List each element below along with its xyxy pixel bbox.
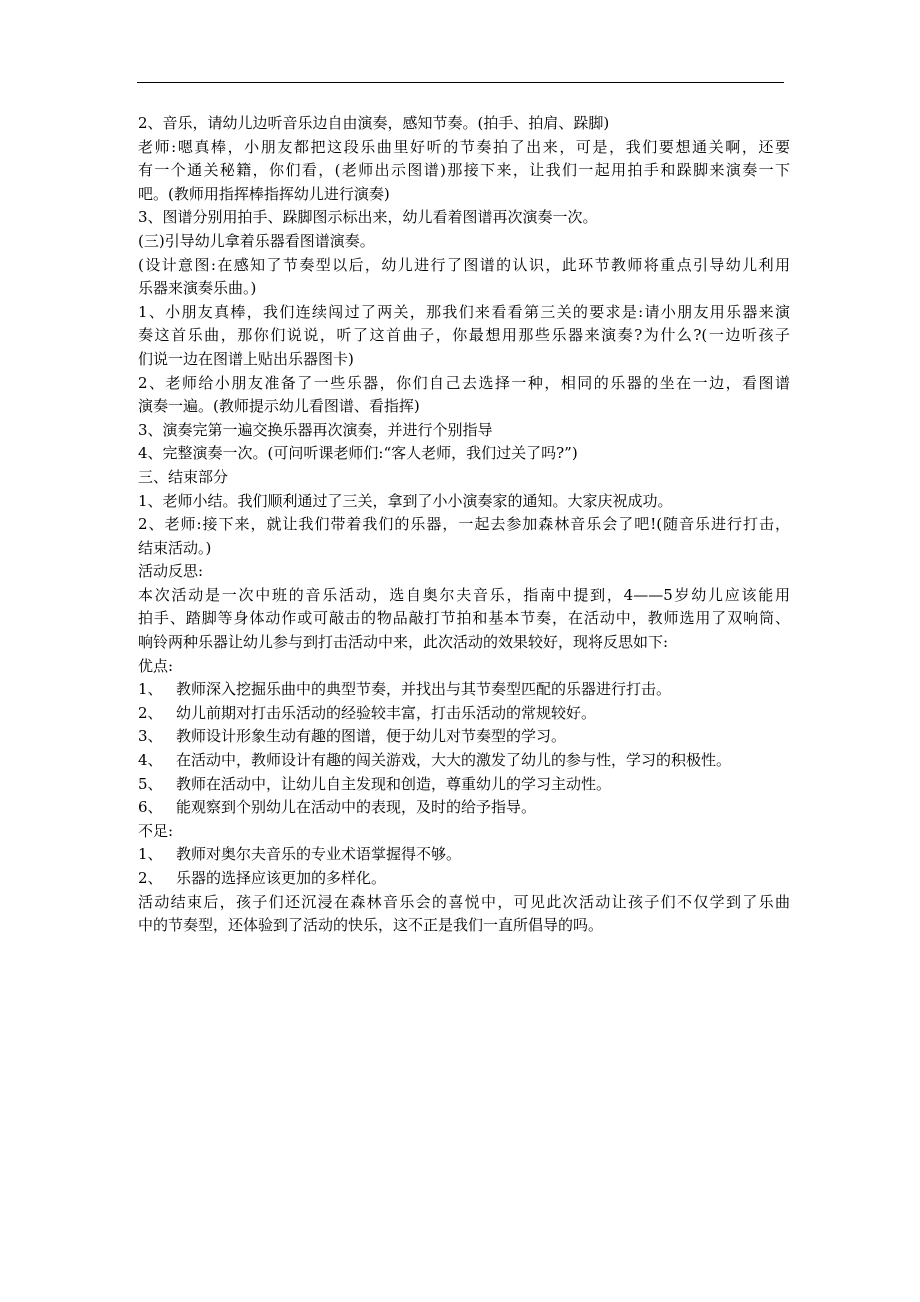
text-line: [138, 442, 790, 466]
text-line: [138, 136, 790, 160]
text-line: [138, 372, 790, 396]
line-text: 1、小朋友真棒，我们连续闯过了两关，那我们来看看第三关的要求是:请小朋友用乐器来演: [138, 302, 790, 321]
text-line: [138, 560, 790, 584]
text-line: [138, 607, 790, 631]
line-text: 教师设计形象生动有趣的图谱，便于幼儿对节奏型的学习。: [176, 727, 567, 746]
text-line: [138, 301, 790, 325]
line-text: 教师深入挖掘乐曲中的典型节奏，并找出与其节奏型匹配的乐器进行打击。: [176, 680, 672, 699]
text-line: [138, 773, 790, 797]
line-text: 本次活动是一次中班的音乐活动，选自奥尔夫音乐，指南中提到，4——5岁幼儿应该能用: [138, 585, 790, 604]
line-text: 们说一边在图谱上贴出乐器图卡): [138, 349, 354, 368]
text-line: [138, 702, 790, 726]
line-text: 幼儿前期对打击乐活动的经验较丰富，打击乐活动的常规较好。: [176, 703, 597, 722]
line-text: 吧。(教师用指挥棒指挥幼儿进行演奏): [138, 184, 390, 203]
line-text: 1、老师小结。我们顺利通过了三关，拿到了小小演奏家的通知。大家庆祝成功。: [138, 491, 673, 510]
line-text: 拍手、踏脚等身体动作或可敲击的物品敲打节拍和基本节奏，在活动中，教师选用了双响筒、: [138, 609, 790, 628]
line-text: 乐器来演奏乐曲。): [138, 279, 257, 298]
header-rule: [137, 82, 784, 83]
text-line: [138, 183, 790, 207]
line-text: 不足:: [138, 821, 174, 840]
text-line: [138, 631, 790, 655]
line-text: 2、老师:接下来，就让我们带着我们的乐器，一起去参加森林音乐会了吧!(随音乐进行打击，: [138, 515, 790, 534]
text-line: [138, 419, 790, 443]
line-text: 演奏一遍。(教师提示幼儿看图谱、看指挥): [138, 397, 420, 416]
list-number: 2、: [138, 703, 163, 722]
list-number: 5、: [138, 774, 163, 793]
line-text: 老师:嗯真棒，小朋友都把这段乐曲里好听的节奏拍了出来，可是，我们要想通关啊，还要: [138, 137, 790, 156]
text-line: [138, 584, 790, 608]
text-line: [138, 867, 790, 891]
text-line: [138, 513, 790, 537]
line-text: 奏这首乐曲，那你们说说，听了这首曲子，你最想用那些乐器来演奏?为什么?(一边听孩子: [138, 326, 790, 345]
line-text: 中的节奏型，还体验到了活动的快乐，这不正是我们一直所倡导的吗。: [138, 916, 604, 935]
text-line: [138, 254, 790, 278]
text-line: [138, 678, 790, 702]
line-text: 优点:: [138, 656, 174, 675]
text-line: [138, 206, 790, 230]
text-line: [138, 796, 790, 820]
line-text: 三、结束部分: [138, 467, 229, 486]
text-line: [138, 891, 790, 915]
text-line: [138, 348, 790, 372]
text-line: [138, 749, 790, 773]
list-number: 1、: [138, 680, 163, 699]
text-line: [138, 466, 790, 490]
line-text: 能观察到个别幼儿在活动中的表现，及时的给予指导。: [176, 798, 537, 817]
line-text: 教师在活动中，让幼儿自主发现和创造，尊重幼儿的学习主动性。: [176, 774, 612, 793]
line-text: (设计意图:在感知了节奏型以后，幼儿进行了图谱的认识，此环节教师将重点引导幼儿利用: [138, 255, 790, 274]
line-text: 4、完整演奏一次。(可问听课老师们:“客人老师，我们过关了吗?”): [138, 444, 578, 463]
text-line: [138, 230, 790, 254]
list-number: 3、: [138, 727, 163, 746]
line-text: 3、演奏完第一遍交换乐器再次演奏，并进行个别指导: [138, 420, 493, 439]
line-text: 3、图谱分别用拍手、跺脚图示标出来，幼儿看着图谱再次演奏一次。: [138, 208, 598, 227]
text-line: [138, 655, 790, 679]
text-line: [138, 395, 790, 419]
text-line: [138, 324, 790, 348]
text-line: [138, 914, 790, 938]
list-number: 2、: [138, 869, 163, 887]
line-text: 2、老师给小朋友准备了一些乐器，你们自己去选择一种，相同的乐器的坐在一边，看图谱: [138, 373, 790, 392]
line-text: 2、音乐，请幼儿边听音乐边自由演奏，感知节奏。(拍手、拍肩、跺脚): [138, 114, 610, 132]
line-text: 活动结束后，孩子们还沉浸在森林音乐会的喜悦中，可见此次活动让孩子们不仅学到了乐曲: [138, 892, 790, 911]
document-body: [138, 112, 790, 938]
text-line: [138, 277, 790, 301]
text-line: [138, 725, 790, 749]
list-number: 6、: [138, 798, 163, 817]
line-text: 乐器的选择应该更加的多样化。: [176, 869, 387, 887]
text-line: [138, 820, 790, 844]
line-text: 结束活动。): [138, 538, 212, 557]
line-text: 响铃两种乐器让幼儿参与到打击活动中来，此次活动的效果较好，现将反思如下:: [138, 633, 669, 652]
line-text: 有一个通关秘籍，你们看，(老师出示图谱)那接下来，让我们一起用拍手和跺脚来演奏一下: [138, 161, 790, 180]
line-text: 活动反思:: [138, 562, 204, 581]
text-line: [138, 490, 790, 514]
text-line: [138, 537, 790, 561]
list-number: 1、: [138, 845, 163, 864]
line-text: 在活动中，教师设计有趣的闯关游戏，大大的激发了幼儿的参与性，学习的积极性。: [176, 751, 732, 770]
text-line: [138, 112, 790, 136]
line-text: 教师对奥尔夫音乐的专业术语掌握得不够。: [176, 845, 462, 864]
text-line: [138, 843, 790, 867]
list-number: 4、: [138, 751, 163, 770]
text-line: [138, 159, 790, 183]
line-text: (三)引导幼儿拿着乐器看图谱演奏。: [138, 231, 375, 250]
